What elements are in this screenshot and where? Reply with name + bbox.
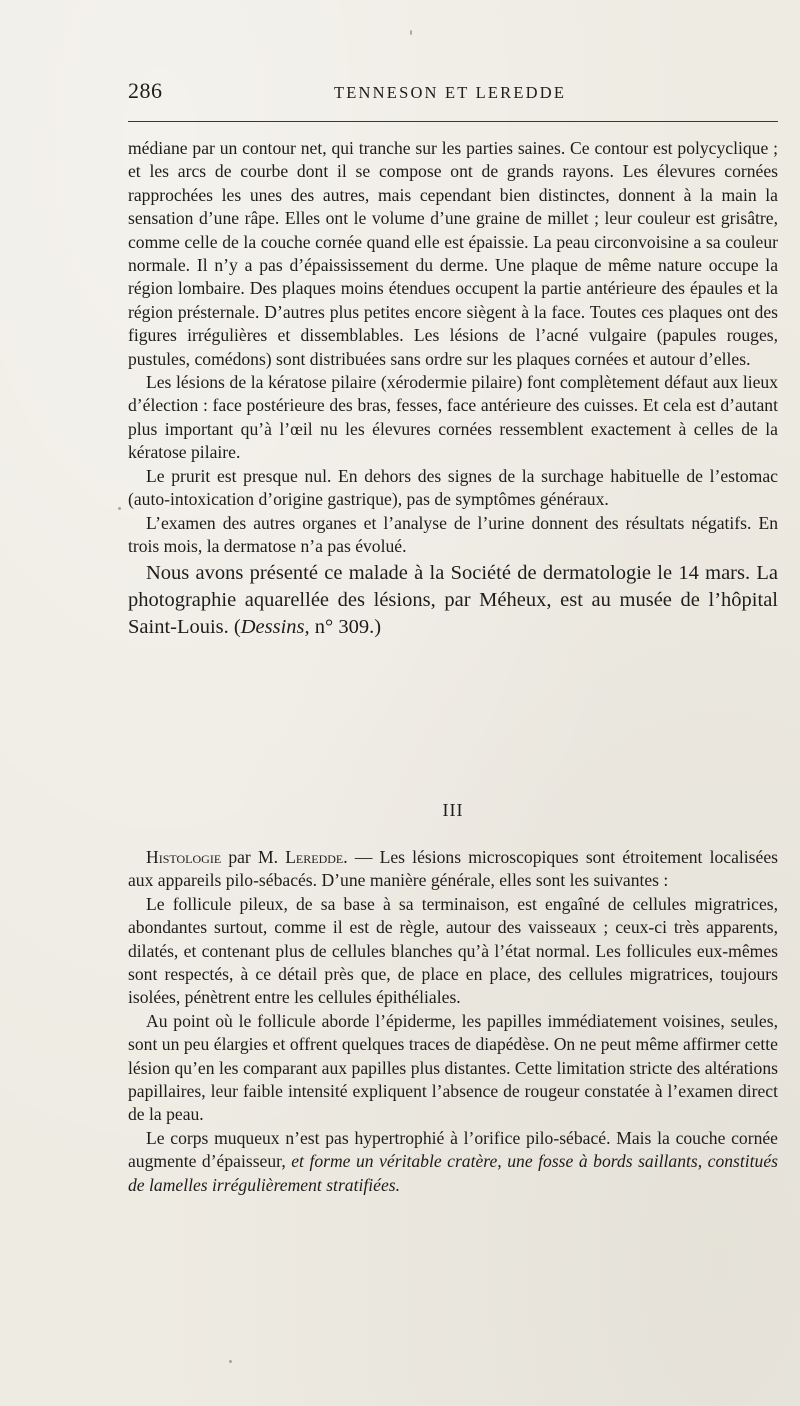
page-number: 286 (128, 78, 163, 103)
header-rule (128, 121, 778, 122)
paragraph: L’examen des autres organes et l’analyse de l’urine donnent des résultats négatifs. En trois mois, la dermatose n’a pas évolué. (128, 512, 778, 556)
histology-author: Leredde (285, 847, 344, 867)
running-head: TENNESON ET LEREDDE (334, 83, 567, 102)
body-text-section-2 (128, 846, 778, 1197)
presentation-text: Nous avons présenté ce malade à la Société de dermatologie le 14 mars. La photographie aquarellée des lésions, par Méheux, est au musée de l’hôpital Saint-Louis. ( (128, 562, 778, 639)
paragraph-last (128, 1127, 778, 1197)
paragraph-presentation (128, 560, 778, 641)
paragraph: Au point où le follicule aborde l’épiderme, les papilles immédiatement voisines, seules, sont un peu élargies et offrent quelques traces de diapédèse. On ne peut même affirmer cette lésion qu’en les comparant aux papilles plus distantes. Cette limitation stricte des altérations papillaires, leur faible intensité expliquent l’absence de rougeur constatée à l’examen direct de la peau. (128, 1010, 778, 1125)
histology-label: Histologie (146, 847, 222, 867)
paper-speck (118, 507, 121, 510)
histology-intro: . — Les lésions microscopiques sont étroitement localisées aux appareils pilo-sébacés. D’une manière générale, elles sont les suivantes : (128, 847, 778, 891)
histology-by: par M. (221, 847, 286, 867)
paragraph: Le prurit est presque nul. En dehors des signes de la surchage habituelle de l’estomac (auto-intoxication d’origine gastrique), pas de symptômes généraux. (128, 465, 778, 510)
paragraph: médiane par un contour net, qui tranche sur les parties saines. Ce contour est polycyclique ; et les arcs de courbe dont il se compose ont de grands rayons. Les élevures cornées rapprochées les unes des autres, mais cependant bien distinctes, donnent à la main la sensation d’une râpe. Elles ont le volume d’une graine de millet ; leur couleur est grisâtre, comme celle de la couche cornée quand elle est épaissie. La peau circonvoisine a sa couleur normale. Il n’y a pas d’épaississement du derme. Une plaque de même nature occupe la région lombaire. Des plaques moins étendues occupent la partie antérieure des épaules et la région présternale. D’autres plus petites encore siègent à la face. Toutes ces plaques ont des figures irrégulières et dissemblables. Les lésions de l’acné vulgaire (papules rouges, pustules, comédons) sont distribuées sans ordre sur les plaques cornées et autour d’elles. (128, 138, 778, 369)
page-header (128, 78, 778, 118)
section-heading: III (442, 800, 464, 820)
paragraph-histology (128, 846, 778, 893)
presentation-italic: Dessins, (240, 616, 310, 639)
body-text-section-1 (128, 137, 778, 641)
last-plain: Le corps muqueux n’est pas hypertrophié à l’orifice pilo-sébacé. Mais la couche cornée augmente d’épaisseur, (128, 1127, 778, 1172)
presentation-ref: n° 309.) (309, 616, 382, 639)
paragraph: Le follicule pileux, de sa base à sa terminaison, est engaîné de cellules migratrices, abondantes surtout, comme il est de règle, autour des vaisseaux ; ceux-ci très apparents, dilatés, et contenant plus de cellules blanches qu’à l’état normal. Les follicules eux-mêmes sont respectés, à ce détail près que, de place en place, des cellules migratrices, toujours isolées, pénètrent entre les cellules épithéliales. (128, 893, 778, 1008)
paper-speck (410, 30, 412, 35)
paper-speck (229, 1360, 232, 1363)
paragraph: Les lésions de la kératose pilaire (xérodermie pilaire) font complètement défaut aux lieux d’élection : face postérieure des bras, fesses, face antérieure des cuisses. Et cela est d’autant plus important qu’à l’œil nu les élevures cornées ressemblent exactement à celles de la kératose pilaire. (128, 372, 778, 463)
last-italic: et forme un véritable cratère, une fosse à bords saillants, constitués de lamelles irrégulièrement stratifiées. (128, 1151, 779, 1195)
